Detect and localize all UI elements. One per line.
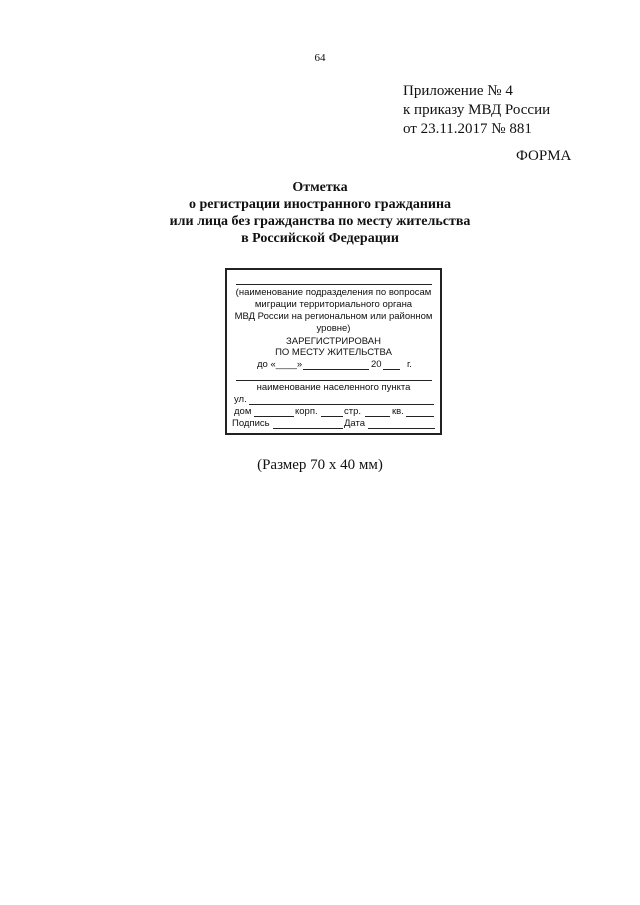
locality-line — [236, 380, 432, 381]
document-title — [0, 179, 640, 247]
apartment-label: кв. — [392, 406, 404, 417]
org-caption-2: миграции территориального органа — [254, 299, 413, 310]
form-label: ФОРМА — [516, 148, 572, 164]
page-number: 64 — [314, 52, 326, 64]
registration-stamp — [225, 268, 442, 435]
house-label: дом — [234, 406, 252, 417]
year-suffix: г. — [407, 359, 412, 370]
until-month-line — [303, 369, 369, 370]
signature-line — [273, 428, 343, 429]
structure-label: стр. — [344, 406, 362, 417]
street-line — [249, 404, 434, 405]
year-prefix: 20 — [371, 359, 382, 370]
date-label: Дата — [344, 418, 366, 429]
signature-label: Подпись — [232, 418, 270, 429]
title-line-2: о регистрации иностранного гражданина — [188, 197, 452, 212]
appendix-line-1: Приложение № 4 — [403, 83, 513, 99]
org-caption-4: уровне) — [316, 323, 351, 334]
building-label: корп. — [295, 406, 318, 417]
title-line-3: или лица без гражданства по месту жительства — [169, 214, 471, 229]
by-residence-label: ПО МЕСТУ ЖИТЕЛЬСТВА — [275, 347, 392, 358]
appendix-line-3: от 23.11.2017 № 881 — [403, 121, 532, 137]
title-line-4: в Российской Федерации — [241, 231, 399, 246]
house-line — [254, 416, 294, 417]
org-caption-1: (наименование подразделения по вопросам — [235, 287, 432, 298]
size-note: (Размер 70 х 40 мм) — [257, 457, 383, 473]
appendix-header — [403, 82, 550, 139]
title-line-1: Отметка — [292, 180, 348, 195]
building-line — [321, 416, 343, 417]
date-line — [368, 428, 435, 429]
org-name-line — [236, 284, 432, 285]
year-line — [383, 369, 400, 370]
apartment-line — [406, 416, 434, 417]
org-caption-3: МВД России на региональном или районном — [234, 311, 433, 322]
structure-line — [365, 416, 390, 417]
registered-label: ЗАРЕГИСТРИРОВАН — [286, 336, 381, 347]
locality-caption: наименование населенного пункта — [256, 382, 411, 393]
until-prefix: до «____» — [257, 359, 303, 370]
appendix-line-2: к приказу МВД России — [403, 102, 551, 118]
street-label: ул. — [234, 394, 247, 405]
